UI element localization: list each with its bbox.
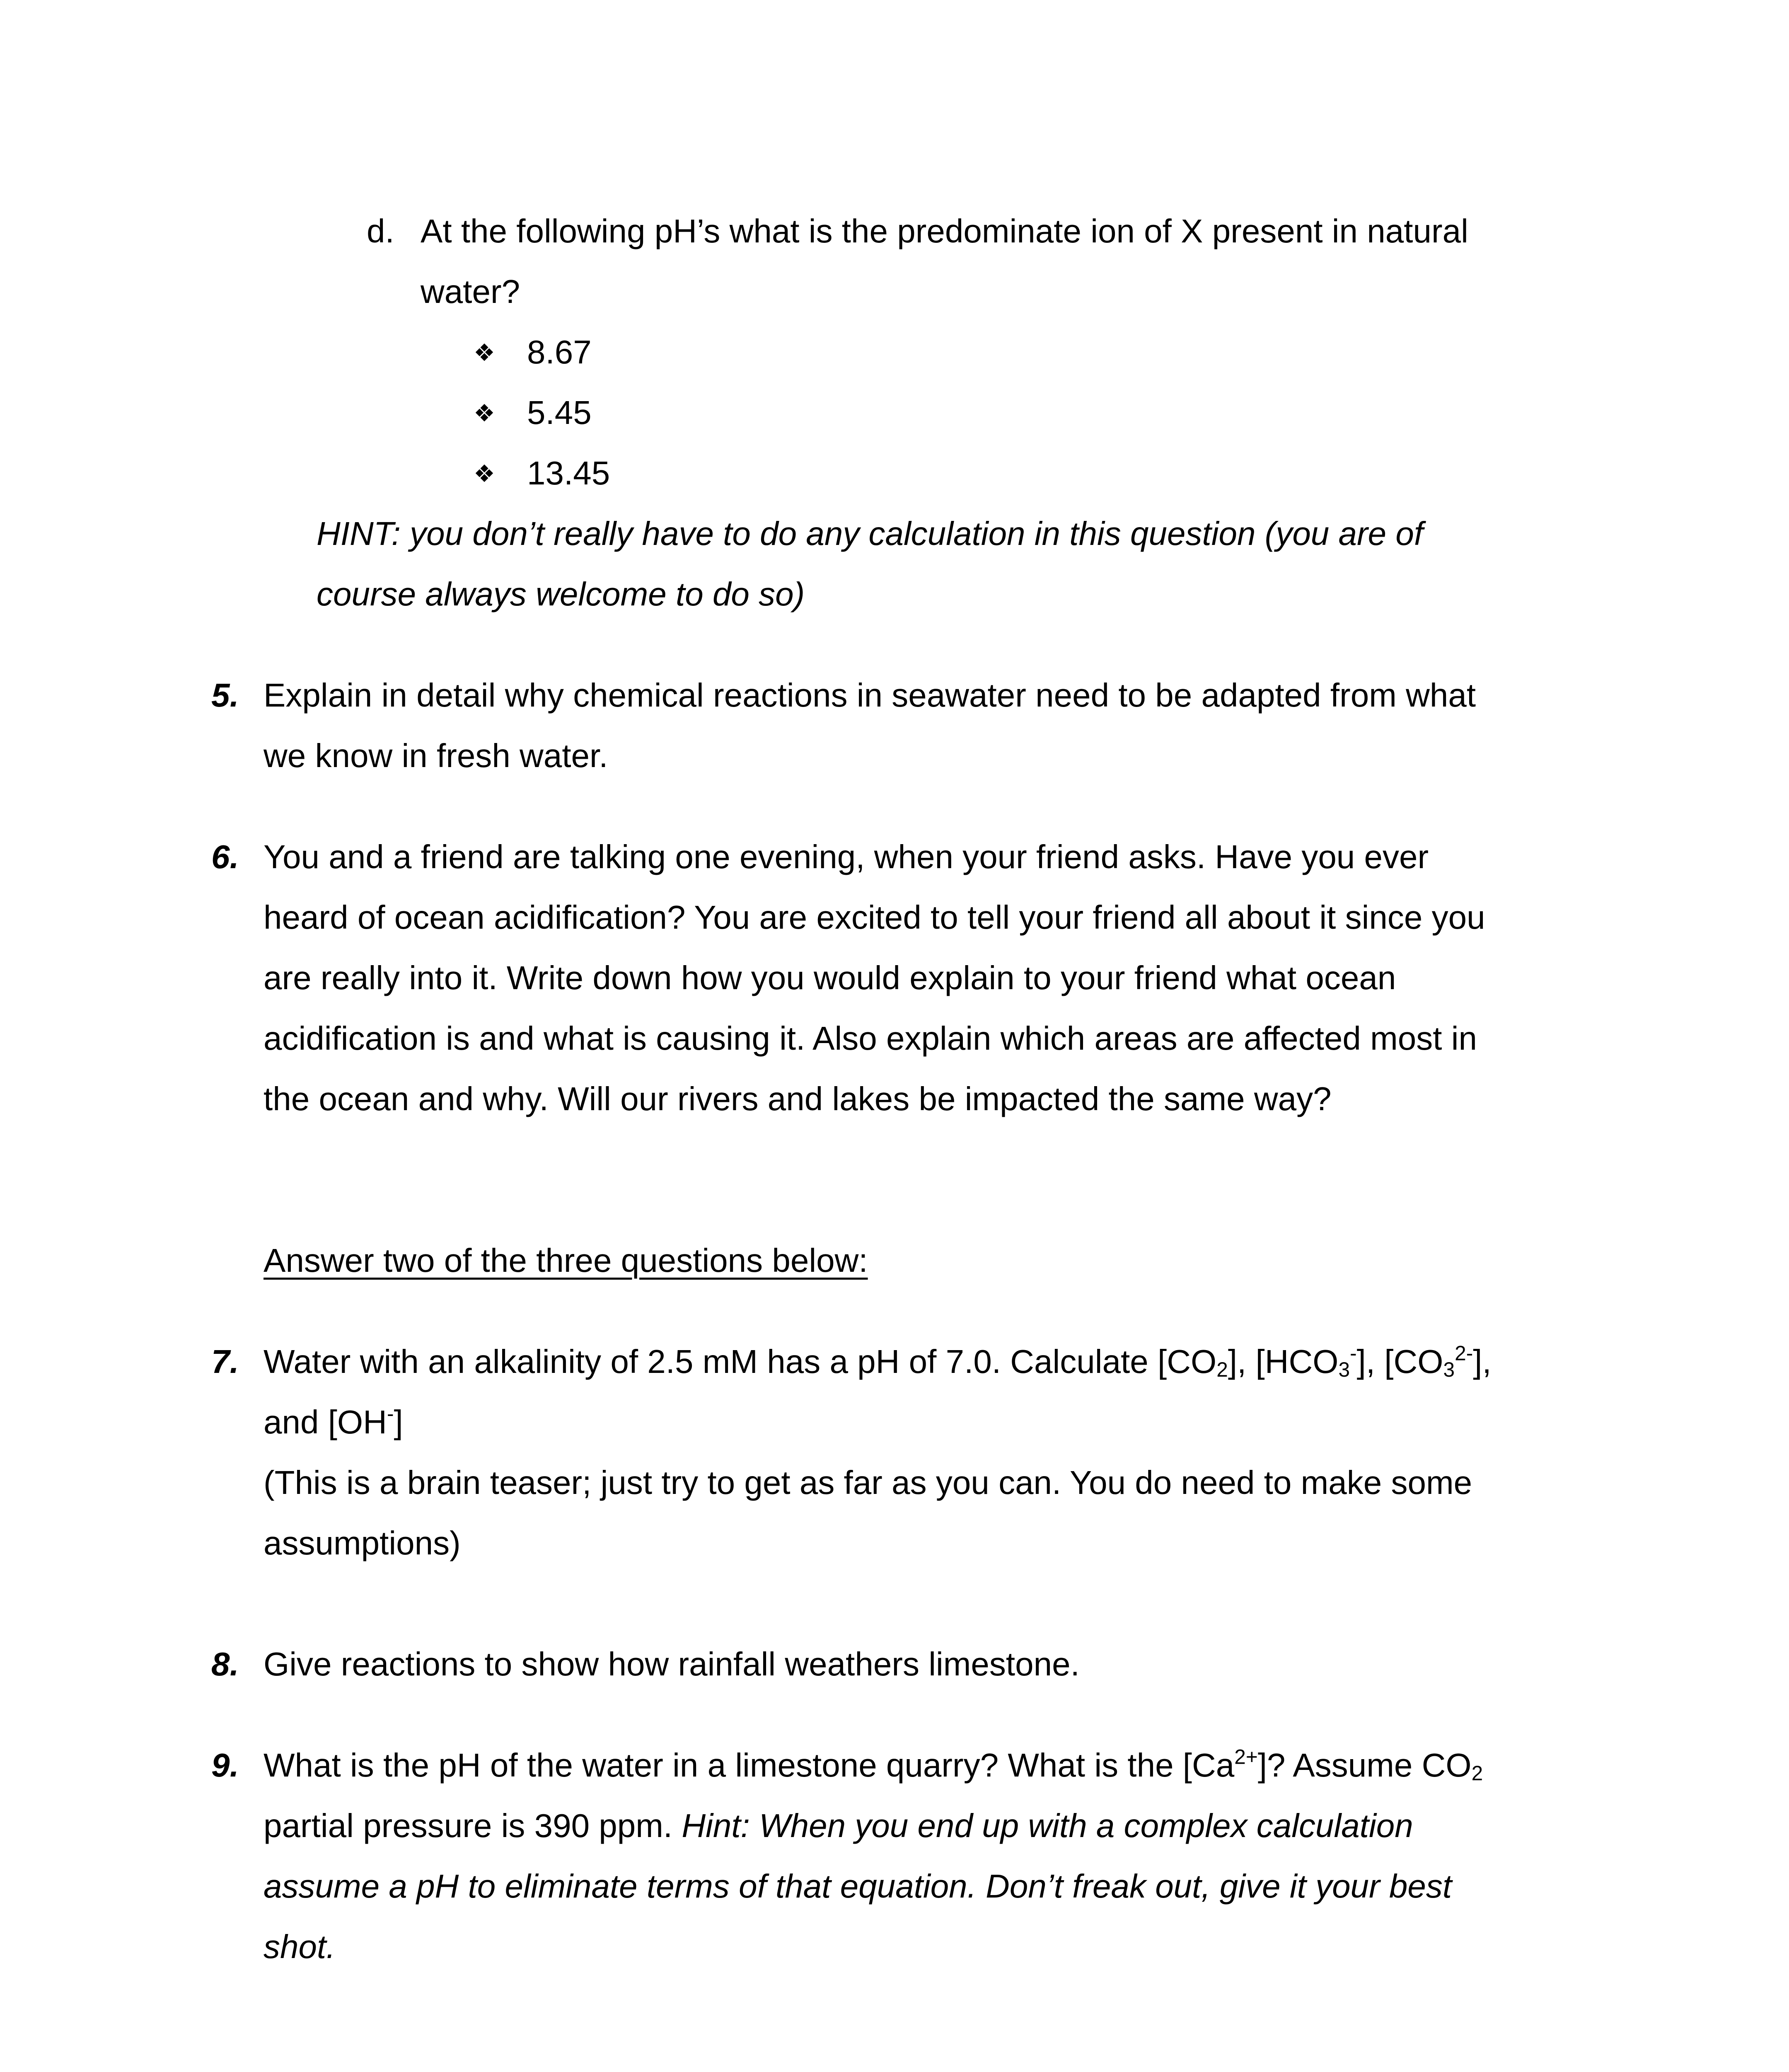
- q6-line-4: acidification is and what is causing it. Also explain which areas are affected most in: [264, 1020, 1477, 1057]
- q4d-hint-line-2: course always welcome to do so): [317, 576, 805, 612]
- section-instruction: Answer two of the three questions below:: [264, 1242, 868, 1279]
- q6-line-5: the ocean and why. Will our rivers and lakes be impacted the same way?: [264, 1080, 1332, 1117]
- q6-number: 6.: [211, 838, 239, 875]
- q4d-hint-line-1: HINT: you don’t really have to do any calculation in this question (you are of: [317, 515, 1424, 552]
- q9-number: 9.: [211, 1747, 239, 1784]
- q5-number: 5.: [211, 677, 239, 714]
- q7-number: 7.: [211, 1343, 239, 1380]
- q9-line-3: assume a pH to eliminate terms of that equation. Don’t freak out, give it your best: [264, 1868, 1452, 1905]
- q4d-marker: d.: [367, 213, 394, 249]
- diamond-bullet-icon: ❖: [474, 460, 495, 488]
- ph-value-2: 5.45: [527, 394, 592, 431]
- ph-value-1: 8.67: [527, 334, 592, 370]
- q7-line-3: (This is a brain teaser; just try to get as far as you can. You do need to make some: [264, 1464, 1472, 1501]
- q7-line-4: assumptions): [264, 1525, 461, 1561]
- diamond-bullet-icon: ❖: [474, 399, 495, 427]
- q8-line-1: Give reactions to show how rainfall weathers limestone.: [264, 1646, 1080, 1682]
- q6-line-2: heard of ocean acidification? You are excited to tell your friend all about it since you: [264, 899, 1485, 936]
- q4d-text-line-2: water?: [421, 273, 520, 310]
- q7-line-2: and [OH-]: [264, 1402, 403, 1440]
- q4d-text-line-1: At the following pH’s what is the predominate ion of X present in natural: [421, 213, 1468, 249]
- q7-line-1: Water with an alkalinity of 2.5 mM has a pH of 7.0. Calculate $[CO_2]$, $[HCO_3^-]$, $[CO_3^{2-}]$,: [264, 1341, 1492, 1381]
- q6-line-1: You and a friend are talking one evening, when your friend asks. Have you ever: [264, 838, 1429, 875]
- q9-line-1: What is the pH of the water in a limestone quarry? What is the $[Ca^{2+}]$? Assume $CO_2$: [264, 1745, 1483, 1785]
- q5-line-1: Explain in detail why chemical reactions in seawater need to be adapted from what: [264, 677, 1476, 714]
- q9-line-2: partial pressure is 390 ppm. Hint: When you end up with a complex calculation: [264, 1807, 1413, 1844]
- diamond-bullet-icon: ❖: [474, 339, 495, 367]
- ph-value-3: 13.45: [527, 455, 610, 491]
- q6-line-3: are really into it. Write down how you would explain to your friend what ocean: [264, 959, 1396, 996]
- q9-line-4: shot.: [264, 1928, 336, 1965]
- q8-number: 8.: [211, 1646, 239, 1682]
- q5-line-2: we know in fresh water.: [264, 737, 608, 774]
